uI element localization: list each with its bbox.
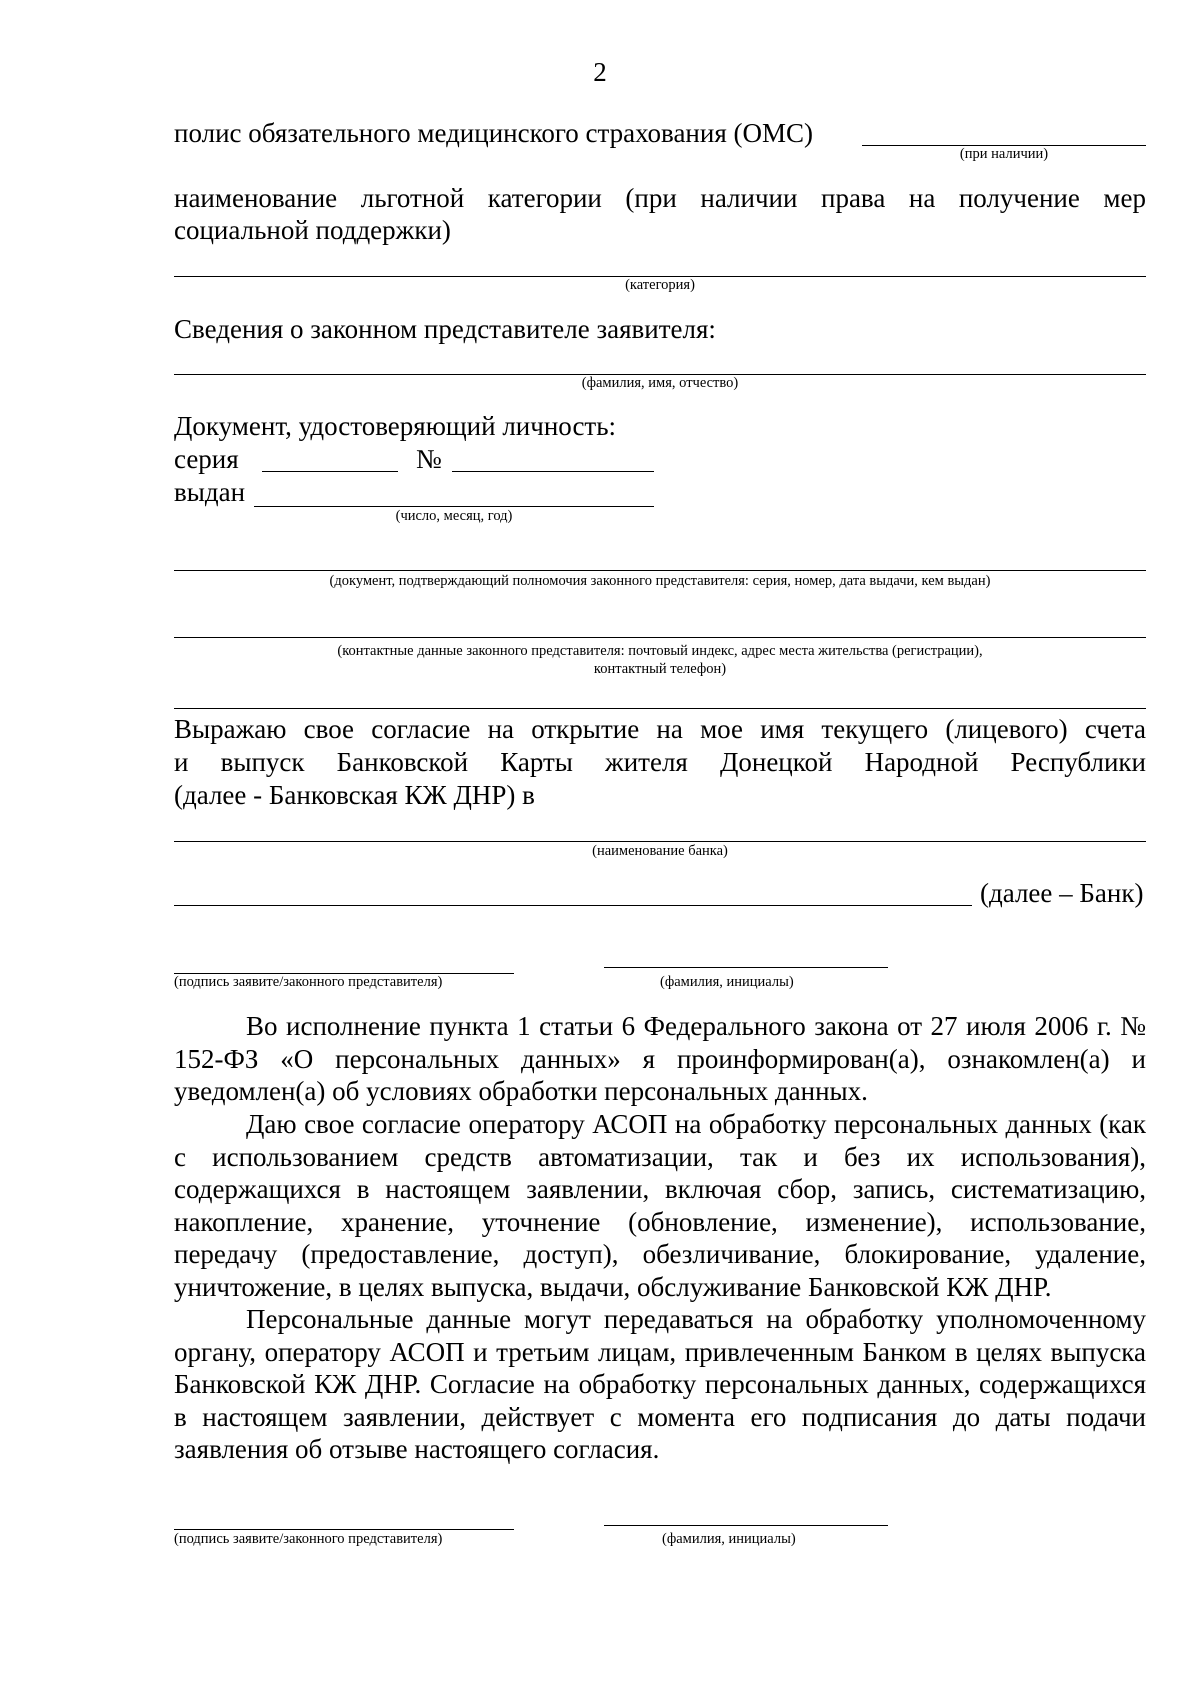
benefit-caption: (категория) [625, 277, 695, 293]
signature-caption-2: (подпись заявите/законного представителя) [174, 1531, 443, 1547]
name-initials-line-2[interactable] [604, 1525, 888, 1526]
separator-line [174, 708, 1146, 709]
personal-data-paragraph-3 [174, 1303, 1146, 1466]
series-input-line[interactable] [262, 471, 398, 472]
card-consent-line1: Выражаю свое согласие на открытие на мое имя текущего (лицевого) счета [174, 714, 1146, 744]
personal-data-text-1: Во исполнение пункта 1 статьи 6 Федерального закона от 27 июля 2006 г. № 152-ФЗ «О персональных данных» я проинформирован(а), ознакомлен(а) и уведомлен(а) об условиях обработки персональных данных. [174, 1011, 1146, 1107]
benefit-label-line2: социальной поддержки) [174, 215, 451, 245]
issued-input-line[interactable] [254, 506, 654, 507]
series-label: серия [174, 444, 239, 474]
signature-line-2[interactable] [174, 1529, 514, 1530]
personal-data-text-2: Даю свое согласие оператору АСОП на обработку персональных данных (как с использованием средств автоматизации, так и без их использования), содержащихся в настоящем заявлении, включая сбор, запись, систематизацию, накопление, хранение, уточнение (обновление, изменение), использование, передачу (предоставление, доступ), обезличивание, блокирование, удаление, уничтожение, в целях выпуска, выдачи, обслуживание Банковской КЖ ДНР. [174, 1109, 1146, 1302]
representative-name-caption: (фамилия, имя, отчество) [581, 375, 739, 391]
contacts-caption-1: (контактные данные законного представителя: почтовый индекс, адрес места жительства (регистрации), [337, 643, 983, 659]
bank-name-line-2[interactable] [174, 905, 972, 906]
bank-name-line[interactable] [174, 841, 1146, 842]
personal-data-paragraph-2 [174, 1108, 1146, 1304]
card-consent-line3: (далее - Банковская КЖ ДНР) в [174, 780, 535, 810]
personal-data-text-3: Персональные данные могут передаваться на обработку уполномоченному органу, оператору АСОП и третьим лицам, привлеченным Банком в целях выпуска Банковской КЖ ДНР. Согласие на обработку персональных данных, содержащихся в настоящем заявлении, действует с момента его подписания до даты подачи заявления об отзыве настоящего согласия. [174, 1304, 1146, 1465]
id-document-label: Документ, удостоверяющий личность: [174, 411, 617, 441]
page-number: 2 [593, 57, 607, 87]
issued-date-caption: (число, месяц, год) [395, 508, 513, 524]
oms-label: полис обязательного медицинского страхования (ОМС) [174, 118, 813, 148]
bank-suffix: (далее – Банк) [980, 878, 1144, 908]
contacts-caption-2: контактный телефон) [593, 661, 727, 677]
issued-label: выдан [174, 477, 246, 507]
card-consent-line2: и выпуск Банковской Карты жителя Донецкой Народной Республики [174, 747, 1146, 777]
number-label: № [416, 444, 442, 474]
authority-document-line[interactable] [174, 570, 1146, 571]
number-input-line[interactable] [452, 471, 654, 472]
signature-caption-1: (подпись заявите/законного представителя) [174, 974, 443, 990]
name-initials-line-1[interactable] [604, 967, 888, 968]
name-initials-caption-2: (фамилия, инициалы) [662, 1531, 796, 1547]
benefit-label-line1: наименование льготной категории (при наличии права на получение мер [174, 183, 1146, 213]
bank-name-caption: (наименование банка) [592, 843, 728, 859]
oms-caption: (при наличии) [959, 146, 1049, 162]
representative-heading: Сведения о законном представителе заявителя: [174, 314, 716, 344]
contacts-line[interactable] [174, 637, 1146, 638]
personal-data-paragraph-1 [174, 1010, 1146, 1108]
name-initials-caption-1: (фамилия, инициалы) [660, 974, 794, 990]
authority-document-caption: (документ, подтверждающий полномочия законного представителя: серия, номер, дата выдачи, кем выдан) [329, 573, 991, 589]
